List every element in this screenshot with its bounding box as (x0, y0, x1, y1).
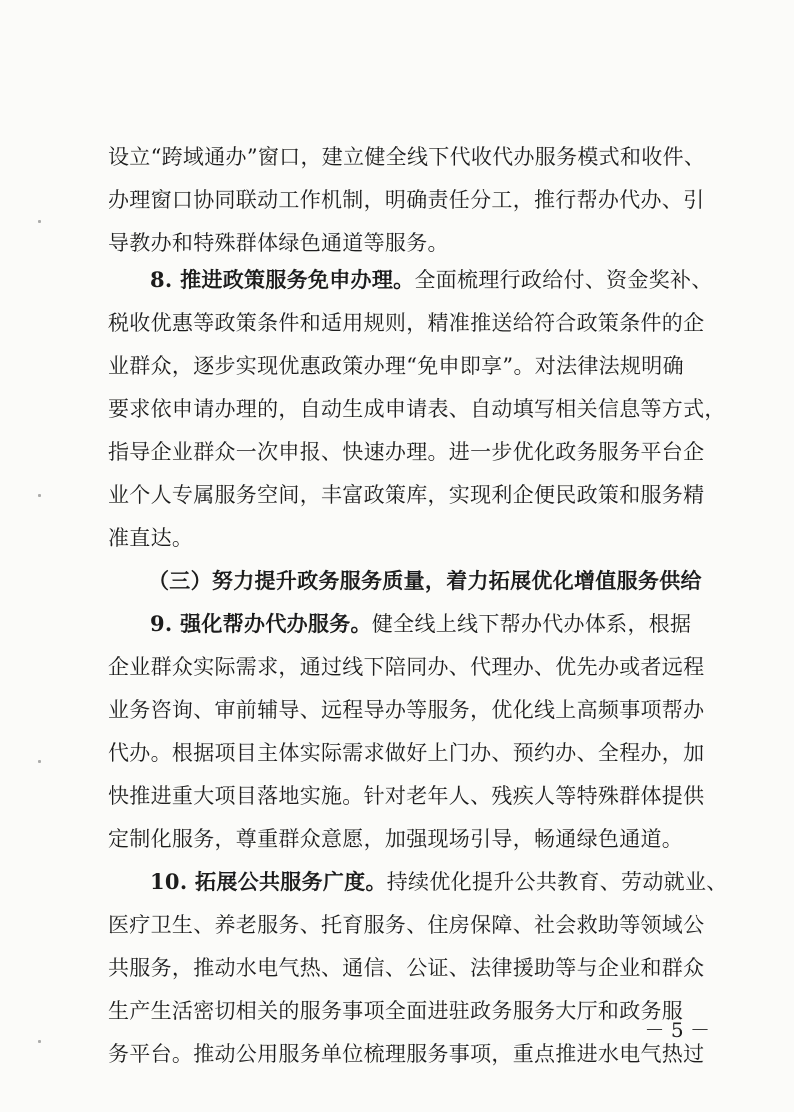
paragraph-line: 税收优惠等政策条件和适用规则，精准推送给符合政策条件的企 (108, 311, 705, 335)
section-8-lead: 8. 推进政策服务免申办理。 (150, 267, 415, 292)
paragraph-line: 业群众，逐步实现优惠政策办理“免申即享”。对法律法规明确 (108, 354, 684, 378)
section-10-lead: 10. 拓展公共服务广度。 (150, 869, 387, 894)
paragraph-line: 设立“跨域通办”窗口，建立健全线下代收代办服务模式和收件、 (108, 145, 706, 169)
paragraph-line: 要求依申请办理的，自动生成申请表、自动填写相关信息等方式， (108, 397, 726, 421)
section-8-first-line (150, 265, 713, 295)
section-9-first-line (150, 609, 698, 639)
paragraph-line: 业个人专属服务空间，丰富政策库，实现利企便民政策和服务精 (108, 483, 705, 507)
paragraph-line: 代办。根据项目主体实际需求做好上门办、预约办、全程办，加 (108, 741, 705, 765)
section-10-text: 持续优化提升公共教育、劳动就业、 (386, 870, 728, 894)
scan-mark (38, 1040, 41, 1043)
paragraph-line: 办理窗口协同联动工作机制，明确责任分工，推行帮办代办、引 (108, 188, 705, 212)
scan-mark (38, 220, 41, 223)
section-8-text: 全面梳理行政给付、资金奖补、 (414, 268, 713, 292)
section-heading: （三）努力提升政务服务质量，着力拓展优化增值服务供给 (148, 568, 702, 593)
page-number: － 5 － (644, 1018, 710, 1042)
scan-mark (38, 760, 41, 763)
paragraph-line: 共服务，推动水电气热、通信、公证、法律援助等与企业和群众 (108, 956, 705, 980)
paragraph-line: 生产生活密切相关的服务事项全面进驻政务服务大厅和政务服 (108, 999, 684, 1023)
paragraph-line: 准直达。 (108, 526, 194, 550)
paragraph-line: 医疗卫生、养老服务、托育服务、住房保障、社会救助等领域公 (108, 913, 705, 937)
section-9-lead: 9. 强化帮办代办服务。 (150, 611, 372, 636)
paragraph-line: 导教办和特殊群体绿色通道等服务。 (108, 231, 449, 255)
paragraph-line: 业务咨询、审前辅导、远程导办等服务，优化线上高频事项帮办 (108, 698, 705, 722)
paragraph-line: 企业群众实际需求，通过线下陪同办、代理办、优先办或者远程 (108, 655, 705, 679)
paragraph-line: 定制化服务，尊重群众意愿，加强现场引导，畅通绿色通道。 (108, 827, 684, 851)
paragraph-line: 指导企业群众一次申报、快速办理。进一步优化政务服务平台企 (108, 440, 705, 464)
section-10-first-line (150, 867, 728, 897)
scan-mark (38, 494, 41, 497)
paragraph-line: 务平台。推动公用服务单位梳理服务事项，重点推进水电气热过 (108, 1042, 705, 1066)
paragraph-line: 快推进重大项目落地实施。针对老年人、残疾人等特殊群体提供 (108, 784, 705, 808)
section-9-text: 健全线上线下帮办代办体系，根据 (371, 612, 692, 636)
